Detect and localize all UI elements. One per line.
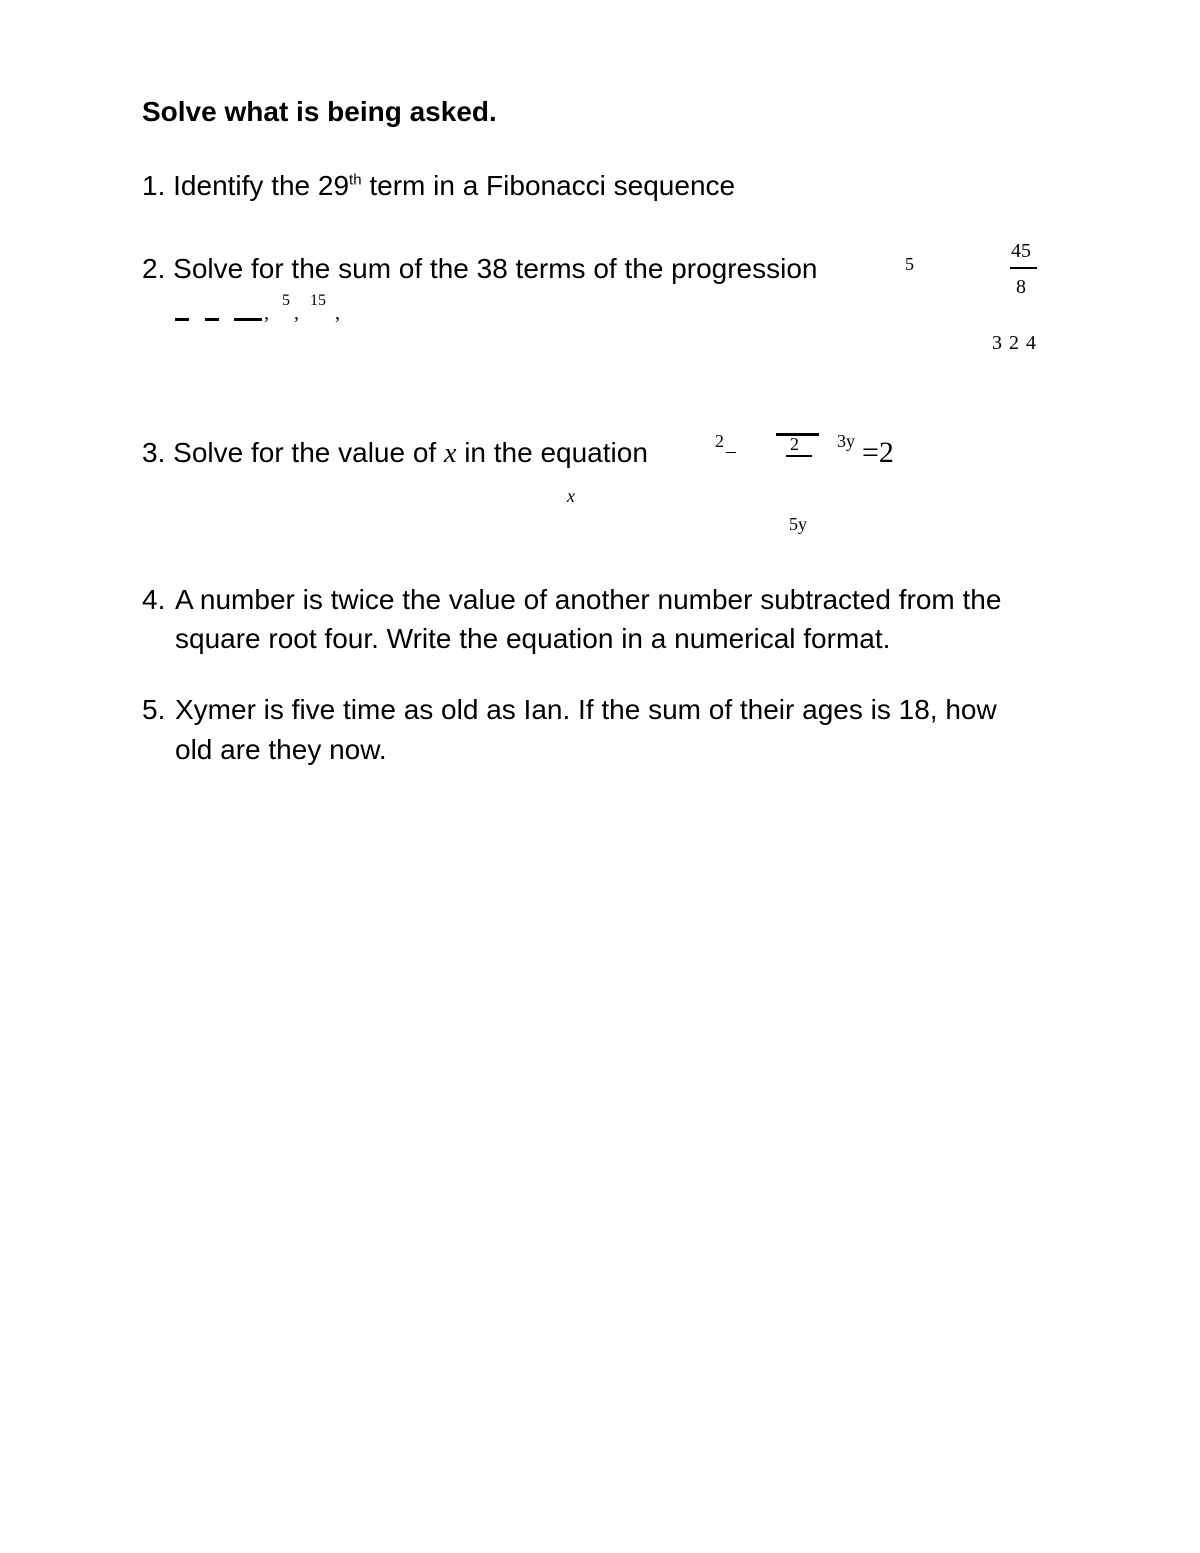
question-2-number: 2. — [142, 253, 166, 284]
equation-term-3y: 3y — [837, 431, 855, 451]
question-1-superscript: th — [349, 171, 362, 189]
question-2-fragment-5: 5 — [905, 254, 914, 274]
question-2-fraction-bar — [1010, 267, 1037, 269]
question-5-line-1: Xymer is five time as old as Ian. If the sum of their ages is 18, how — [175, 694, 997, 725]
question-3-number: 3. — [142, 437, 166, 468]
question-2-fraction-denominator: 8 — [1016, 276, 1026, 298]
equation-term-2b: 2 — [790, 434, 799, 454]
question-2 — [142, 253, 817, 285]
question-2-fraction-numerator: 45 — [1011, 240, 1031, 262]
question-4-number: 4. — [142, 584, 166, 615]
question-5-line-2: old are they now. — [175, 734, 387, 765]
question-1-number: 1. — [142, 170, 166, 201]
page-heading: Solve what is being asked. — [142, 96, 497, 127]
question-3-text-b: in the equation — [464, 437, 648, 468]
question-1-text-a: Identify the 29 — [173, 170, 350, 201]
question-4-line-1: A number is twice the value of another number subtracted from the — [175, 584, 1002, 615]
sequence-bar-1 — [175, 318, 189, 321]
sequence-bar-3 — [234, 318, 262, 321]
question-1 — [142, 170, 735, 202]
sequence-denominators: 3 2 4 — [992, 332, 1037, 354]
equation-variable-x: x — [567, 486, 575, 506]
sequence-bar-2 — [205, 318, 219, 321]
equation-equals-2: =2 — [862, 436, 894, 469]
question-1-text-b: term in a Fibonacci sequence — [361, 170, 736, 201]
question-3 — [142, 437, 648, 470]
question-3-text-a: Solve for the value of — [173, 437, 437, 468]
equation-minus: – — [726, 440, 736, 462]
question-5-number: 5. — [142, 694, 166, 725]
sequence-comma-2: , — [294, 302, 299, 324]
equation-fraction-bar — [786, 455, 812, 457]
equation-term-2: 2 — [715, 431, 724, 451]
sequence-term-5: 5 — [282, 292, 290, 309]
sequence-comma-3: , — [335, 302, 340, 324]
question-4-line-2: square root four. Write the equation in a numerical format. — [175, 623, 891, 654]
question-2-text: Solve for the sum of the 38 terms of the progression — [173, 253, 818, 284]
sequence-comma-1: , — [264, 302, 269, 324]
question-3-variable: x — [443, 438, 457, 469]
sequence-term-15: 15 — [310, 292, 326, 309]
equation-term-5y: 5y — [789, 514, 807, 534]
